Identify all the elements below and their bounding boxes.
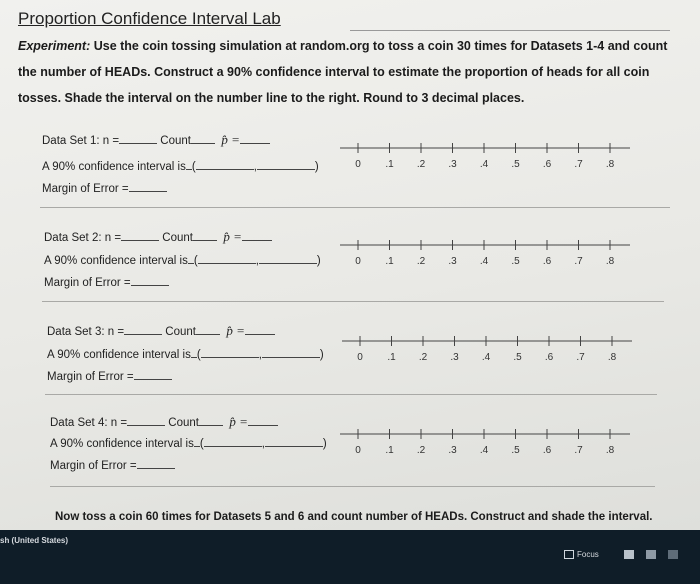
number-line-tick-label: .1	[385, 256, 394, 267]
number-line-tick-label: .7	[574, 159, 583, 170]
instructions-text: Use the coin tossing simulation at random.org to toss a coin 30 times for Datasets 1-4 and count the number of HEADs. Construct a 90% confidence interval to estimate the proportion of heads for all coin tosses. Shade the interval on the number line to the right. Round to 3 decimal places.	[18, 39, 668, 105]
phat-label: p̂ =	[226, 323, 245, 338]
number-line-tick-label: .2	[416, 445, 426, 456]
moe-blank[interactable]	[131, 275, 169, 286]
number-line-tick-label: .1	[387, 352, 396, 363]
number-line-tick-label: .7	[574, 445, 583, 456]
moe-label: Margin of Error =	[42, 183, 129, 195]
dataset-2-ci-line	[44, 253, 321, 267]
n-blank[interactable]	[127, 415, 165, 426]
number-line-tick-label: .6	[542, 445, 552, 456]
ci-upper-blank[interactable]	[265, 436, 323, 447]
comma: ,	[255, 255, 259, 267]
number-line-tick-label: .5	[511, 445, 520, 456]
number-line-tick-label: .1	[385, 445, 394, 456]
number-line-tick-label: .8	[605, 159, 615, 170]
comma: ,	[253, 161, 257, 173]
phat-blank[interactable]	[242, 230, 272, 241]
number-line-tick-label: .4	[479, 159, 489, 170]
separator-2	[42, 301, 664, 302]
number-line-tick-label: .3	[448, 159, 457, 170]
print-layout-icon[interactable]	[624, 550, 634, 559]
number-line-tick-label: .7	[576, 352, 585, 363]
taskbar	[0, 530, 700, 584]
number-line-tick-label: .4	[479, 256, 489, 267]
n-label: n =	[110, 417, 128, 429]
number-line-tick-label: .6	[542, 159, 552, 170]
dataset-4-number-line[interactable]	[340, 422, 640, 462]
number-line-tick-label: .5	[511, 256, 520, 267]
paren-open: (	[193, 255, 198, 267]
moe-blank[interactable]	[129, 181, 167, 192]
paren-close: )	[322, 438, 327, 450]
moe-label: Margin of Error =	[47, 371, 134, 383]
count-blank[interactable]	[191, 133, 215, 144]
n-blank[interactable]	[119, 133, 157, 144]
dataset-1-moe-line	[42, 181, 167, 195]
count-label: Count	[162, 232, 193, 244]
number-line-tick-label: .3	[448, 445, 457, 456]
phat-label: p̂ =	[221, 132, 240, 147]
ci-lower-blank[interactable]	[201, 347, 259, 358]
number-line-svg	[340, 233, 640, 273]
phat-blank[interactable]	[245, 324, 275, 335]
count-label: Count	[160, 135, 191, 147]
dataset-4-ci-line	[50, 436, 327, 450]
number-line-tick-label: .2	[416, 256, 426, 267]
dataset-3-moe-line	[47, 369, 172, 383]
number-line-tick-label: .2	[418, 352, 428, 363]
phat-label: p̂ =	[229, 414, 248, 429]
ci-label: A 90% confidence interval is	[42, 161, 186, 173]
count-label: Count	[168, 417, 199, 429]
number-line-svg	[340, 422, 640, 462]
dataset-1-ci-line	[42, 159, 319, 173]
dataset-3-ci-line	[47, 347, 324, 361]
focus-icon	[564, 550, 574, 559]
n-blank[interactable]	[121, 230, 159, 241]
ci-lower-blank[interactable]	[204, 436, 262, 447]
dataset-2-label: Data Set 2:	[44, 232, 102, 244]
number-line-tick-label: .8	[607, 352, 617, 363]
ci-label: A 90% confidence interval is	[50, 438, 194, 450]
n-label: n =	[104, 232, 122, 244]
number-line-tick-label: 0	[355, 159, 361, 170]
separator-1	[40, 207, 670, 208]
bottom-instruction: Now toss a coin 60 times for Datasets 5 and 6 and count number of HEADs. Construct and shade the interval.	[55, 511, 653, 523]
count-blank[interactable]	[199, 415, 223, 426]
phat-blank[interactable]	[248, 415, 278, 426]
number-line-tick-label: 0	[355, 256, 361, 267]
separator-3	[45, 394, 657, 395]
dataset-3-label: Data Set 3:	[47, 326, 105, 338]
number-line-tick-label: .1	[385, 159, 394, 170]
n-label: n =	[102, 135, 120, 147]
dataset-3-header	[47, 323, 275, 339]
dataset-1-block	[0, 128, 700, 218]
moe-label: Margin of Error =	[44, 277, 131, 289]
n-blank[interactable]	[124, 324, 162, 335]
ci-lower-blank[interactable]	[198, 253, 256, 264]
language-indicator[interactable]: sh (United States)	[0, 536, 69, 545]
focus-label: Focus	[577, 550, 599, 559]
moe-blank[interactable]	[137, 458, 175, 469]
ci-upper-blank[interactable]	[262, 347, 320, 358]
count-label: Count	[165, 326, 196, 338]
number-line-tick-label: 0	[357, 352, 363, 363]
dataset-1-header	[42, 132, 270, 148]
number-line-svg	[340, 136, 640, 176]
dataset-1-number-line[interactable]	[340, 136, 640, 176]
dataset-4-header	[50, 414, 278, 430]
ci-upper-blank[interactable]	[259, 253, 317, 264]
paren-close: )	[316, 255, 321, 267]
dataset-4-moe-line	[50, 458, 175, 472]
page-title: Proportion Confidence Interval Lab	[18, 9, 281, 28]
number-line-tick-label: .8	[605, 445, 615, 456]
phat-blank[interactable]	[240, 133, 270, 144]
dataset-4-label: Data Set 4:	[50, 417, 108, 429]
count-blank[interactable]	[196, 324, 220, 335]
number-line-tick-label: .3	[448, 256, 457, 267]
phat-label: p̂ =	[223, 229, 242, 244]
ci-label: A 90% confidence interval is	[47, 349, 191, 361]
ci-label: A 90% confidence interval is	[44, 255, 188, 267]
n-label: n =	[107, 326, 125, 338]
number-line-tick-label: .7	[574, 256, 583, 267]
experiment-label: Experiment:	[18, 39, 91, 53]
title-rule	[350, 30, 670, 31]
dataset-2-moe-line	[44, 275, 169, 289]
number-line-tick-label: .5	[513, 352, 522, 363]
instructions-paragraph	[18, 33, 686, 111]
comma: ,	[258, 349, 262, 361]
dataset-3-block	[0, 319, 700, 409]
dataset-3-number-line[interactable]	[342, 329, 642, 369]
number-line-tick-label: .4	[481, 352, 491, 363]
number-line-tick-label: .6	[544, 352, 554, 363]
comma: ,	[261, 438, 265, 450]
number-line-tick-label: .2	[416, 159, 426, 170]
number-line-tick-label: .3	[450, 352, 459, 363]
paren-close: )	[314, 161, 319, 173]
separator-4	[50, 486, 655, 487]
count-blank[interactable]	[193, 230, 217, 241]
paren-open: (	[196, 349, 201, 361]
web-layout-icon[interactable]	[646, 550, 656, 559]
number-line-svg	[342, 329, 642, 369]
ci-upper-blank[interactable]	[257, 159, 315, 170]
number-line-tick-label: .5	[511, 159, 520, 170]
focus-button[interactable]	[564, 550, 599, 559]
number-line-tick-label: 0	[355, 445, 361, 456]
dataset-2-number-line[interactable]	[340, 233, 640, 273]
dataset-1-label: Data Set 1:	[42, 135, 100, 147]
ci-lower-blank[interactable]	[196, 159, 254, 170]
number-line-tick-label: .4	[479, 445, 489, 456]
paren-open: (	[191, 161, 196, 173]
paren-close: )	[319, 349, 324, 361]
moe-label: Margin of Error =	[50, 460, 137, 472]
dataset-2-header	[44, 229, 272, 245]
number-line-tick-label: .6	[542, 256, 552, 267]
moe-blank[interactable]	[134, 369, 172, 380]
paren-open: (	[199, 438, 204, 450]
read-mode-icon[interactable]	[668, 550, 678, 559]
number-line-tick-label: .8	[605, 256, 615, 267]
